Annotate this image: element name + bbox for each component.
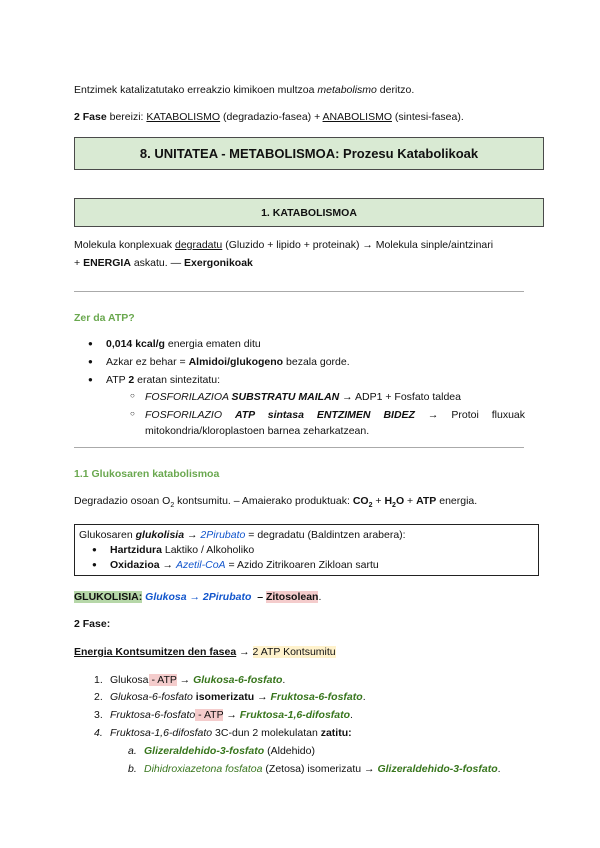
fase-label: 2 Fase:	[74, 618, 111, 630]
intro-line-2: 2 Fase bereizi: KATABOLISMO (degradazio-fasea) + ANABOLISMO (sintesi-fasea).	[74, 111, 464, 123]
atp-bullet-3: ● ATP 2 eratan sintezitatu:	[92, 373, 220, 387]
intro-line-1: Entzimek katalizatutako erreakzio kimikoen multzoa metabolismo deritzo.	[74, 84, 415, 96]
step-4: 4. Fruktosa-1,6-difosfato 3C-dun 2 molekulatan zatitu:	[94, 727, 352, 739]
circle-bullet-icon: ○	[130, 391, 135, 400]
circle-bullet-icon: ○	[130, 409, 135, 418]
atp-heading: Zer da ATP?	[74, 312, 135, 324]
atp-sub-1: FOSFORILAZIOA SUBSTRATU MAILAN → ADP1 + Fosfato taldea	[145, 391, 461, 403]
step-2: 2. Glukosa-6-fosfato isomerizatu → Fruktosa-6-fosfato.	[94, 691, 366, 703]
divider	[74, 447, 524, 448]
glukosa-line: Degradazio osoan $O_2$ kontsumitu. – Amaierako produktuak: $CO_2 + H_2O$ + ATP energia.	[74, 495, 478, 510]
page-title: 8. UNITATEA - METABOLISMOA: Prozesu Katabolikoak	[74, 137, 544, 170]
box-bullet-1: ● Hartzidura Laktiko / Alkoholiko	[96, 543, 254, 557]
fase-heading: Energia Kontsumitzen den fasea → 2 ATP Kontsumitu	[74, 646, 336, 658]
box-line-1: Glukosaren glukolisia → 2Pirubato = degradatu (Baldintzen arabera):	[79, 529, 406, 541]
section-heading-katabolismoa: 1. KATABOLISMOA	[74, 198, 544, 227]
substep-b: b. Dihidroxiazetona fosfatoa (Zetosa) isomerizatu → Glizeraldehido-3-fosfato.	[128, 763, 501, 775]
step-3: 3. Fruktosa-6-fosfato - ATP → Fruktosa-1,6-difosfato.	[94, 709, 353, 721]
atp-sub-2: FOSFORILAZIO ATP sintasa ENTZIMEN BIDEZ → Protoi fluxuak mitokondria/kloroplastoen barnea zeharkatzean.	[145, 409, 525, 437]
atp-bullet-1: ● 0,014 kcal/g energia ematen ditu	[92, 337, 261, 351]
katabolismo-line-2: + ENERGIA askatu. — Exergonikoak	[74, 257, 253, 269]
glukosa-heading: 1.1 Glukosaren katabolismoa	[74, 468, 220, 480]
katabolismo-line-1: Molekula konplexuak degradatu (Gluzido + lipido + proteinak) → Molekula sinple/aintzinari	[74, 239, 494, 251]
atp-bullet-2: ● Azkar ez behar = Almidoi/glukogeno bezala gorde.	[92, 355, 350, 369]
step-1: 1. Glukosa - ATP → Glukosa-6-fosfato.	[94, 674, 286, 686]
divider	[74, 291, 524, 292]
box-bullet-2: ● Oxidazioa → Azetil-CoA = Azido Zitrikoaren Zikloan sartu	[96, 558, 379, 572]
substep-a: a. Glizeraldehido-3-fosfato (Aldehido)	[128, 745, 315, 757]
glukolisia-line: GLUKOLISIA: Glukosa → 2Pirubato – Zitosolean.	[74, 591, 322, 603]
